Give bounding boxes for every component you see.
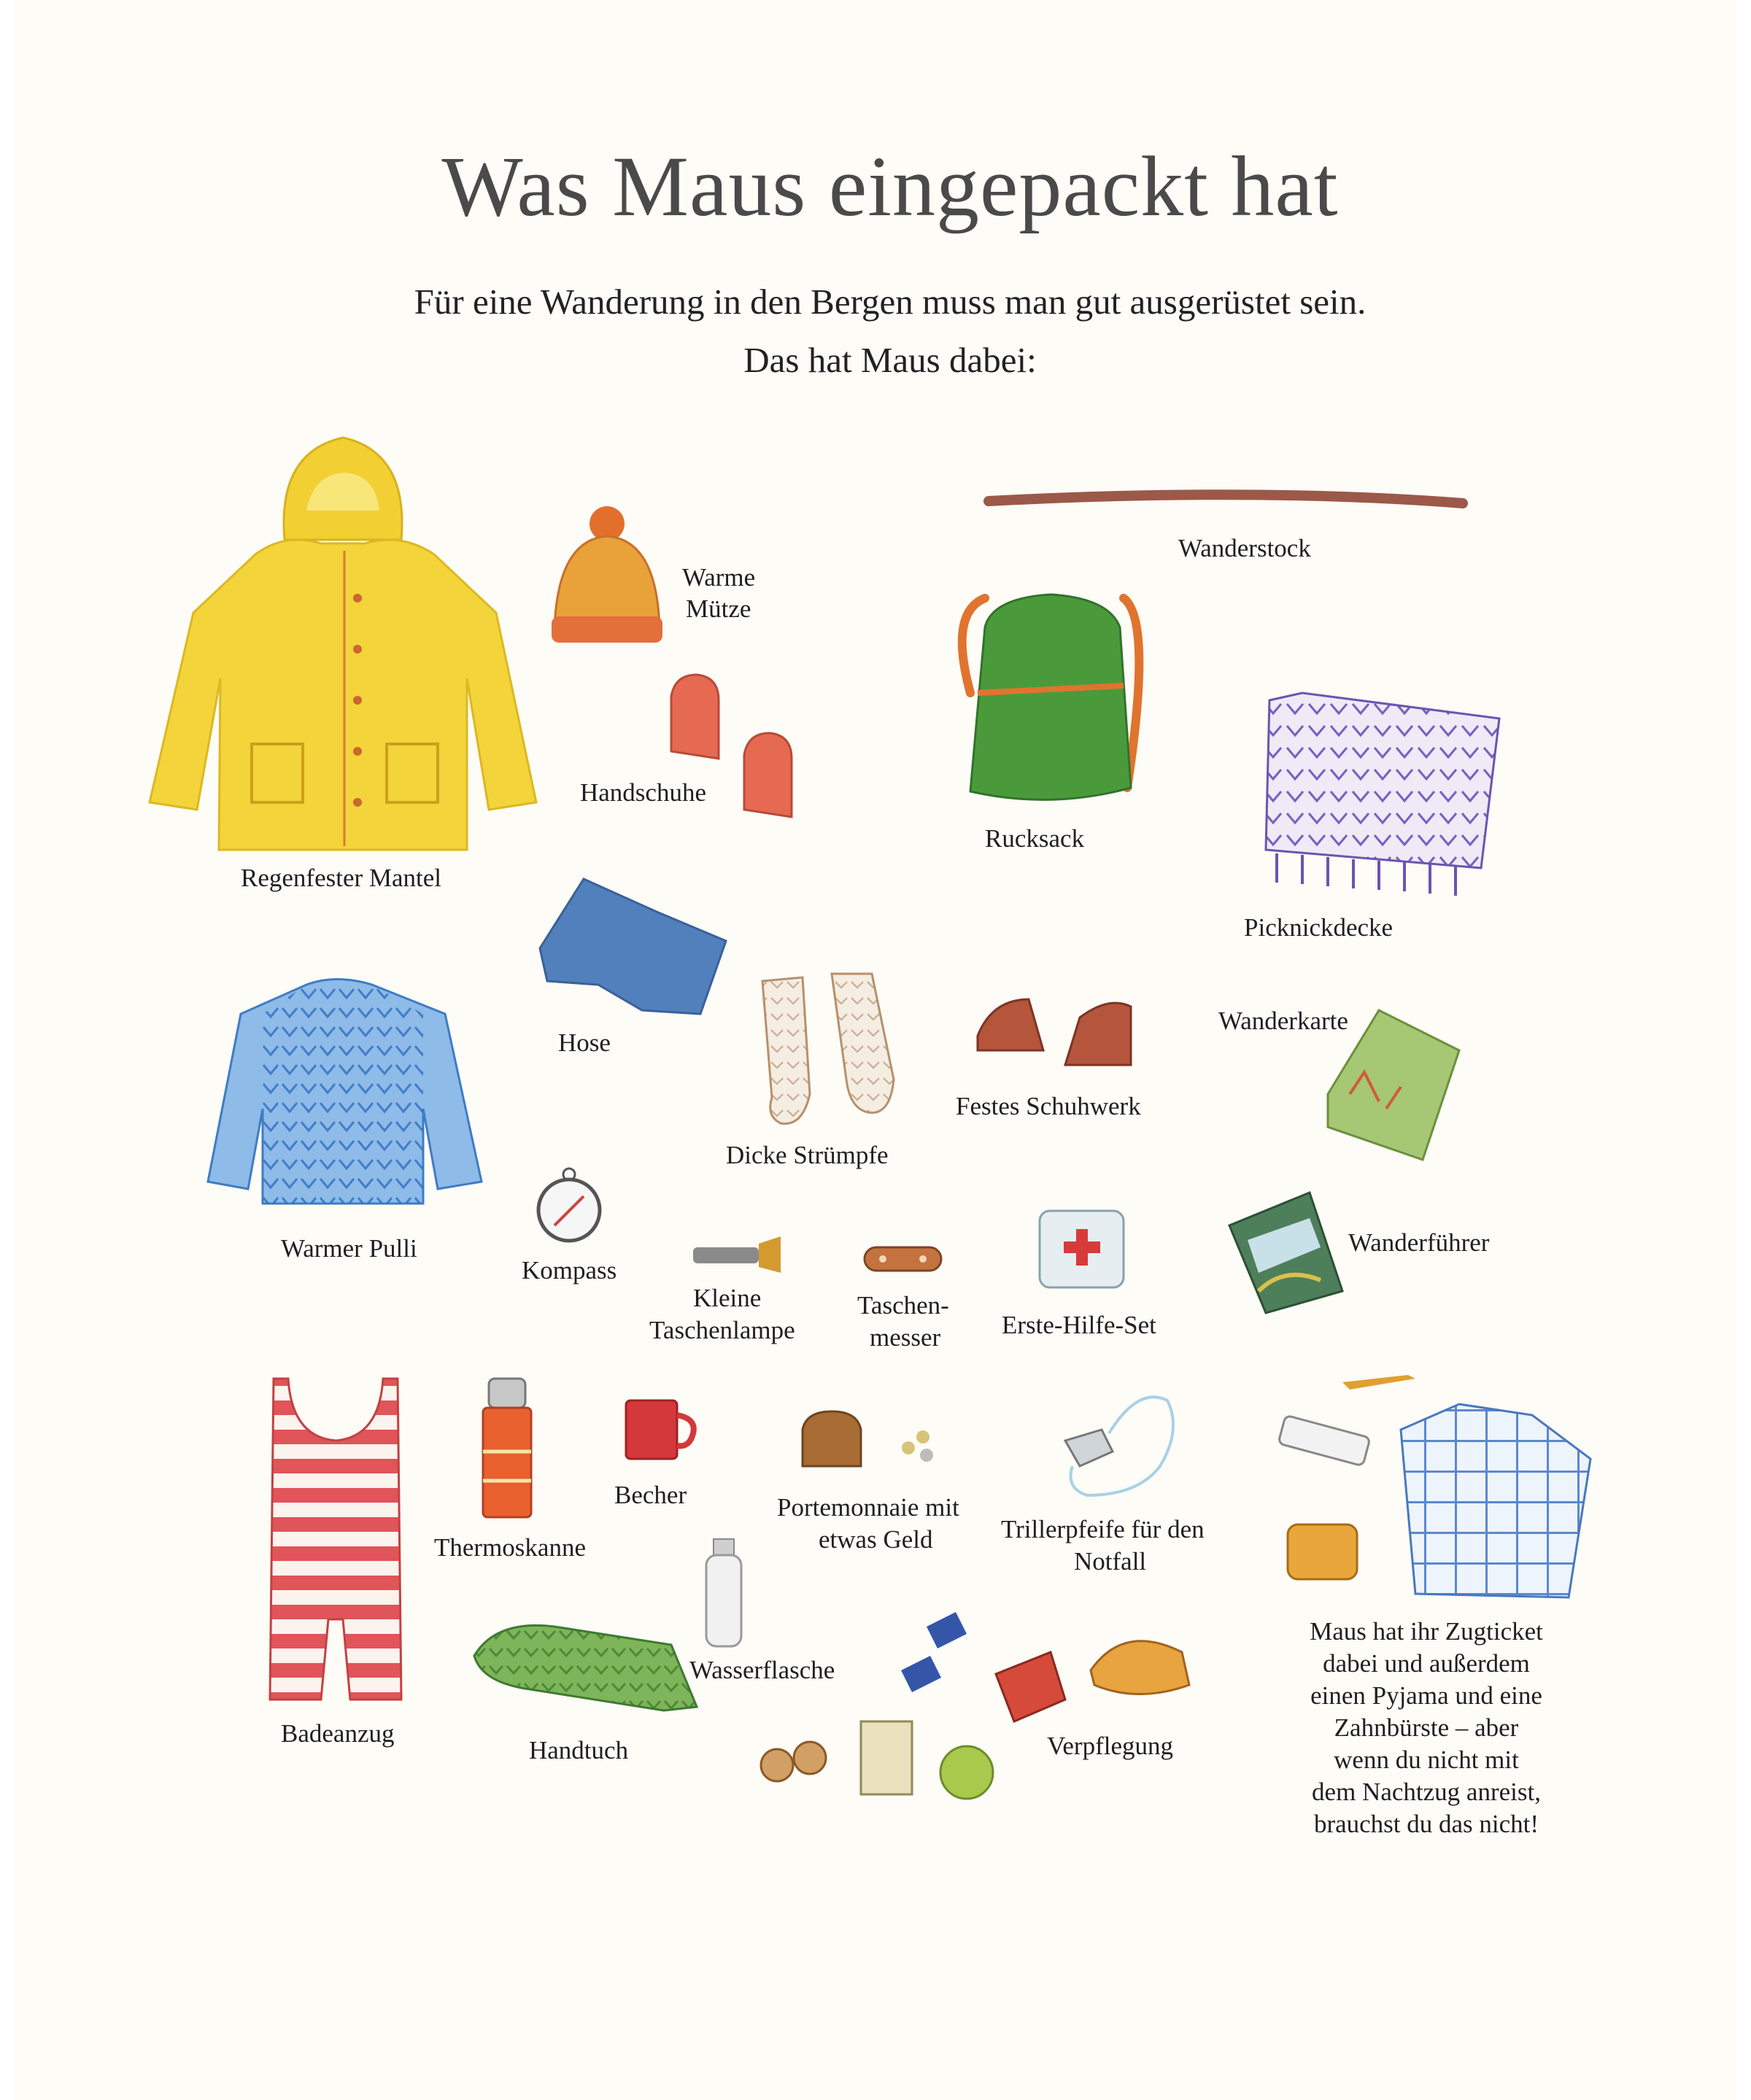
label-whistle-line-2: Notfall bbox=[1074, 1547, 1147, 1576]
label-towel: Handtuch bbox=[529, 1736, 629, 1764]
trousers-icon bbox=[540, 879, 726, 1014]
label-purse-line-2: etwas Geld bbox=[819, 1525, 933, 1554]
picnic-blanket-icon bbox=[1266, 693, 1499, 896]
label-compass: Kompass bbox=[522, 1256, 617, 1285]
page-title: Was Maus eingepackt hat bbox=[441, 139, 1339, 234]
label-thermos: Thermoskanne bbox=[434, 1533, 586, 1562]
socks-icon bbox=[762, 974, 894, 1124]
label-socks: Dicke Strümpfe bbox=[726, 1141, 889, 1169]
water-bottle-icon bbox=[706, 1539, 741, 1646]
label-first-aid: Erste-Hilfe-Set bbox=[1002, 1311, 1156, 1339]
label-hat-line-1: Warme bbox=[682, 563, 756, 592]
label-mug: Becher bbox=[614, 1481, 687, 1509]
illustration-page bbox=[15, 0, 1736, 2100]
towel-icon bbox=[474, 1625, 697, 1710]
flashlight-icon bbox=[693, 1236, 781, 1273]
label-water-bottle: Wasserflasche bbox=[689, 1656, 835, 1684]
first-aid-kit-icon bbox=[1040, 1211, 1124, 1287]
label-knife-line-2: messer bbox=[870, 1323, 941, 1352]
food-icon bbox=[761, 1612, 1189, 1799]
label-trousers: Hose bbox=[558, 1028, 611, 1057]
label-gloves: Handschuhe bbox=[580, 778, 707, 807]
walking-stick-icon bbox=[989, 495, 1463, 503]
note-line-5: wenn du nicht mit bbox=[1334, 1746, 1519, 1774]
swimsuit-icon bbox=[270, 1379, 401, 1700]
label-hat-line-2: Mütze bbox=[686, 594, 751, 623]
compass-icon bbox=[538, 1169, 600, 1241]
intro-line-1: Für eine Wanderung in den Bergen muss man gut ausgerüstet sein. bbox=[414, 282, 1367, 322]
label-swimsuit: Badeanzug bbox=[281, 1719, 395, 1748]
intro-line-2: Das hat Maus dabei: bbox=[743, 340, 1037, 380]
woolly-hat-icon bbox=[552, 506, 662, 643]
label-map: Wanderkarte bbox=[1218, 1007, 1348, 1035]
note-line-1: Maus hat ihr Zugticket bbox=[1310, 1617, 1543, 1646]
backpack-icon bbox=[962, 594, 1140, 799]
raincoat-icon bbox=[150, 438, 536, 850]
label-sweater: Warmer Pulli bbox=[281, 1234, 417, 1263]
label-walking-stick: Wanderstock bbox=[1178, 534, 1311, 562]
note-line-2: dabei und außerdem bbox=[1323, 1649, 1530, 1678]
boots-icon bbox=[978, 999, 1131, 1065]
note-line-7: brauchst du das nicht! bbox=[1313, 1810, 1539, 1838]
label-food: Verpflegung bbox=[1047, 1732, 1174, 1760]
note-text bbox=[1280, 1616, 1572, 1840]
guidebook-icon bbox=[1229, 1193, 1342, 1313]
pocket-knife-icon bbox=[865, 1247, 941, 1271]
purse-icon bbox=[803, 1411, 933, 1466]
whistle-icon bbox=[1065, 1397, 1173, 1495]
label-flashlight-line-1: Kleine bbox=[693, 1284, 762, 1312]
label-guidebook: Wanderführer bbox=[1348, 1228, 1490, 1257]
label-boots: Festes Schuhwerk bbox=[956, 1092, 1141, 1120]
mug-icon bbox=[626, 1400, 694, 1459]
note-line-4: Zahnbürste – aber bbox=[1334, 1713, 1519, 1742]
label-whistle-line-1: Trillerpfeife für den bbox=[1001, 1515, 1205, 1543]
label-purse-line-1: Portemonnaie mit bbox=[777, 1493, 959, 1522]
page bbox=[15, 0, 1736, 2100]
sweater-icon bbox=[208, 980, 482, 1204]
pyjama-toothbrush-icon bbox=[1278, 1375, 1590, 1597]
note-line-6: dem Nachtzug anreist, bbox=[1312, 1778, 1541, 1806]
note-line-3: einen Pyjama und eine bbox=[1310, 1681, 1542, 1710]
label-backpack: Rucksack bbox=[985, 824, 1085, 853]
label-flashlight-line-2: Taschenlampe bbox=[649, 1316, 795, 1344]
label-knife-line-1: Taschen- bbox=[857, 1291, 949, 1320]
thermos-icon bbox=[483, 1379, 531, 1517]
label-raincoat: Regenfester Mantel bbox=[241, 864, 442, 892]
label-picnic-blanket: Picknickdecke bbox=[1244, 913, 1394, 942]
